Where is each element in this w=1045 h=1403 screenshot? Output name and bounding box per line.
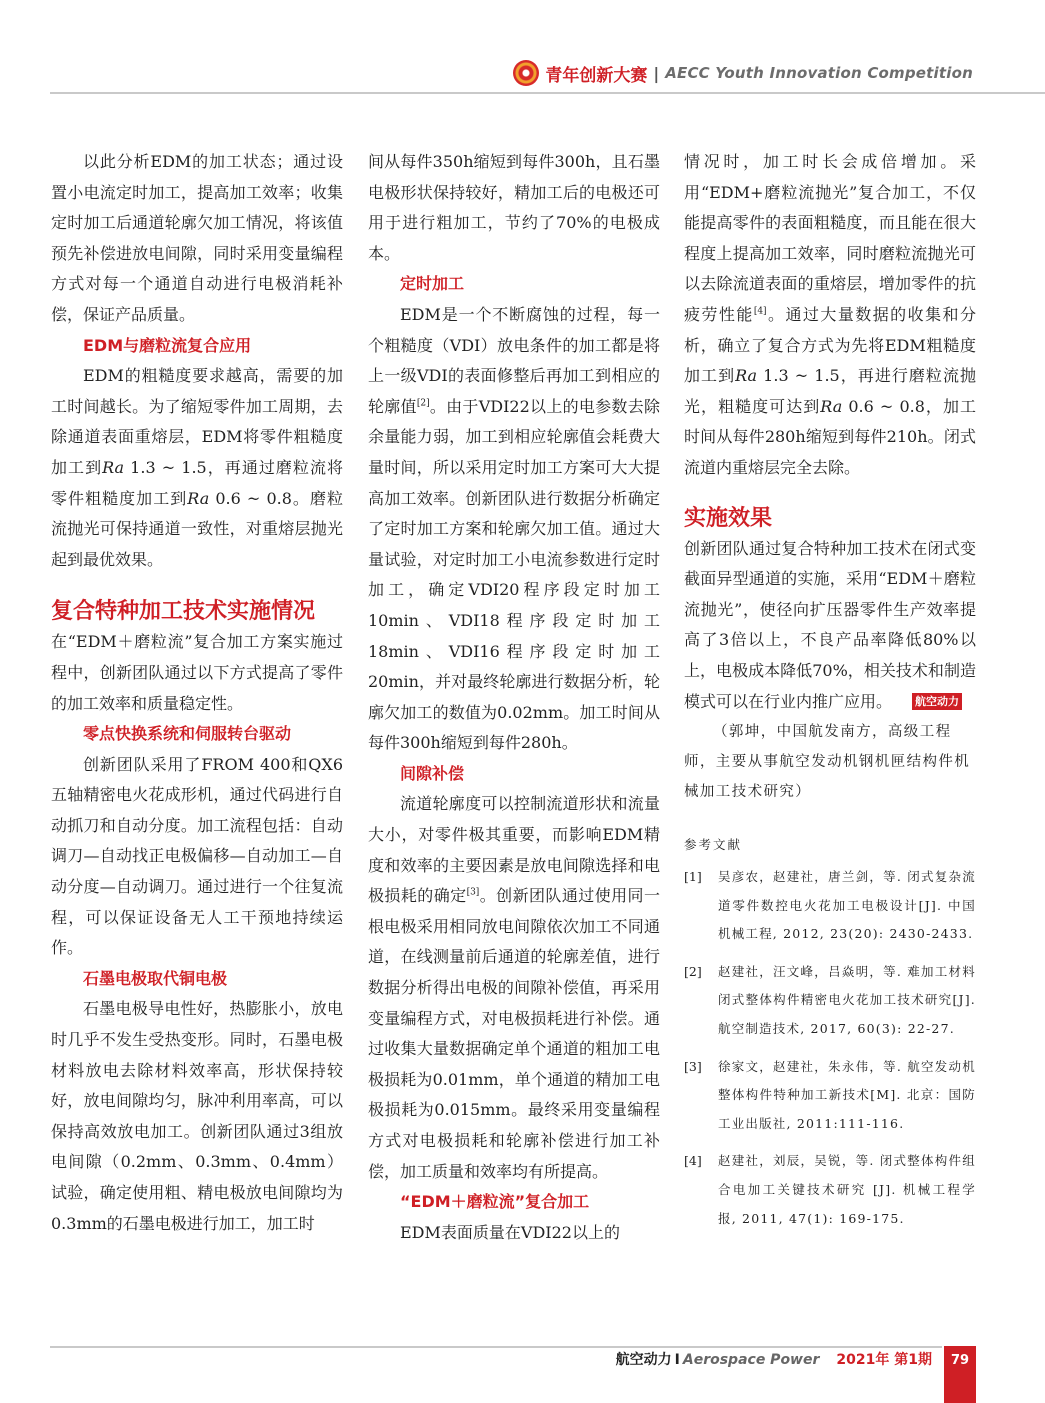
paragraph: EDM的粗糙度要求越高，需要的加工时间越长。为了缩短零件加工周期，去除通道表面重熔层，EDM将零件粗糙度加工到Ra 1.3 ~ 1.5，再通过磨粒流将零件粗糙度加工到Ra 0.6 ~ 0.8。磨粒流抛光可保持通道一致性，对重熔层抛光起到最优效果。	[51, 366, 343, 569]
footer-rule	[50, 1346, 942, 1348]
paragraph: 流道轮廓度可以控制流道形状和流量大小，对零件极其重要，而影响EDM精度和效率的主要因素是放电间隙选择和电极损耗的确定[3]。创新团队通过使用同一根电极采用相同放电间隙依次加工不同通道，在线测量前后通道的轮廓差值，进行数据分析得出电极的间隙补偿值，再采用变量编程方式，对电极损耗进行补偿。通过收集大量数据确定单个通道的粗加工电极损耗为0.01mm，单个通道的精加工电极损耗为0.015mm。最终采用变量编程方式对电极损耗和轮廓补偿进行加工补偿，加工质量和效率均有所提高。	[368, 794, 660, 1181]
reference-text: 吴彦农，赵建社，唐兰剑，等. 闭式复杂流道零件数控电火花加工电极设计[J]. 中国机械工程, 2012, 23(20): 2430-2433.	[718, 869, 976, 942]
header-banner	[513, 60, 973, 86]
paragraph: 创新团队通过复合特种加工技术在闭式变截面异型通道的实施，采用“EDM＋磨粒流抛光”，使径向扩压器零件生产效率提高了3倍以上，不良产品率降低80%以上，电极成本降低70%，相关技术和制造模式可以在行业内推广应用。 航空动力	[684, 538, 976, 711]
header-rule	[50, 92, 1045, 94]
subheading-timed-machining: 定时加工	[400, 274, 465, 294]
footer-separator: I	[674, 1352, 680, 1368]
reference-number: [1]	[684, 869, 702, 885]
paragraph: EDM是一个不断腐蚀的过程，每一个粗糙度（VDI）放电条件的加工都是将上一级VDI的表面修整后再加工到相应的轮廓值[2]。由于VDI22以上的电参数去除余量能力弱，加工到相应轮廓值会耗费大量时间，所以采用定时加工方案可大大提高加工效率。创新团队进行数据分析确定了定时加工方案和轮廓欠加工值。通过大量试验，对定时加工小电流参数进行定时加工，确定VDI20程序段定时加工10min、VDI18程序段定时加工18min、VDI16程序段定时加工20min，并对最终轮廓进行数据分析，轮廓欠加工的数值为0.02mm。加工时间从每件300h缩短到每件280h。	[368, 304, 660, 753]
author-note: （郭坤，中国航发南方，高级工程师，主要从事航空发动机钢机匣结构件机械加工技术研究）	[684, 724, 971, 801]
paragraph: 创新团队采用了FROM 400和QX6五轴精密电火花成形机，通过代码进行自动抓刀和自动分度。加工流程包括：自动调刀—自动找正电极偏移—自动加工—自动分度—自动调刀。通过进行一个往复流程，可以保证设备无人工干预地持续运作。	[51, 754, 343, 958]
column-1	[51, 147, 343, 1239]
column-3	[684, 147, 976, 1242]
journal-name-en: Aerospace Power	[682, 1352, 820, 1368]
citation: [4]	[753, 306, 767, 317]
section-heading-implementation: 复合特种加工技术实施情况	[51, 599, 316, 625]
paragraph: 石墨电极导电性好，热膨胀小，放电时几乎不发生受热变形。同时，石墨电极材料放电去除材料效率高，形状保持较好，放电间隙均匀，脉冲利用率高，可以保持高效放电加工。创新团队通过3组放电间隙（0.2mm、0.3mm、0.4mm）试验，确定使用粗、精电极放电间隙均为0.3mm的石墨电极进行加工，加工时	[51, 999, 343, 1233]
reference-number: [3]	[684, 1058, 702, 1074]
reference-text: 徐家文，赵建社，朱永伟，等. 航空发动机整体构件特种加工新技术[M]. 北京：国防工业出版社, 2011:111-116.	[718, 1058, 976, 1131]
journal-tag: 航空动力	[912, 693, 962, 710]
paragraph: EDM表面质量在VDI22以上的	[400, 1222, 620, 1242]
reference-list	[684, 863, 976, 1233]
competition-logo-icon	[513, 60, 539, 86]
paragraph: 情况时，加工时长会成倍增加。采用“EDM+磨粒流抛光”复合加工，不仅能提高零件的表面粗糙度，而且能在很大程度上提高加工效率，同时磨粒流抛光可以去除流道表面的重熔层，增加零件的抗疲劳性能[4]。通过大量数据的收集和分析，确立了复合方式为先将EDM粗糙度加工到Ra 1.3 ~ 1.5，再进行磨粒流抛光，粗糙度可达到Ra 0.6 ~ 0.8，加工时间从每件280h缩短到每件210h。闭式流道内重熔层完全去除。	[684, 152, 976, 477]
subheading-gap-compensation: 间隙补偿	[400, 763, 465, 783]
page-header	[0, 56, 1045, 96]
references-title: 参考文献	[684, 837, 743, 853]
reference-item	[684, 863, 976, 949]
issue-label: 2021年 第1期	[836, 1352, 932, 1368]
reference-number: [4]	[684, 1153, 702, 1169]
reference-number: [2]	[684, 963, 702, 979]
header-title-cn: 青年创新大赛	[545, 65, 648, 86]
page-number: 79	[944, 1346, 976, 1403]
subheading-zero-point-system: 零点快换系统和伺服转台驱动	[83, 724, 292, 744]
paragraph: 以此分析EDM的加工状态；通过设置小电流定时加工，提高加工效率；收集定时加工后通道轮廓欠加工情况，将该值预先补偿进放电间隙，同时采用变量编程方式对每一个通道自动进行电极消耗补偿，保证产品质量。	[51, 152, 343, 324]
subheading-graphite-electrode: 石墨电极取代铜电极	[83, 968, 228, 988]
reference-item	[684, 1147, 976, 1233]
citation: [3]	[466, 887, 480, 898]
page-footer	[0, 1346, 1045, 1403]
reference-item	[684, 1053, 976, 1139]
header-separator: |	[653, 63, 660, 83]
reference-text: 赵建社，刘辰，吴锐，等. 闭式整体构件组合电加工关键技术研究 [J]. 机械工程学报, 2011, 47(1): 169-175.	[718, 1153, 976, 1226]
citation: [2]	[416, 398, 430, 409]
footer-journal	[616, 1349, 932, 1369]
subheading-composite-machining: “EDM＋磨粒流”复合加工	[400, 1192, 590, 1212]
paragraph: 在“EDM＋磨粒流”复合加工方案实施过程中，创新团队通过以下方式提高了零件的加工效率和质量稳定性。	[51, 632, 343, 713]
paragraph: 间从每件350h缩短到每件300h，且石墨电极形状保持较好，精加工后的电极还可用于进行粗加工，节约了70%的电极成本。	[368, 152, 660, 263]
section-heading-results: 实施效果	[684, 505, 773, 531]
reference-text: 赵建社，汪文峰，吕焱明，等. 难加工材料闭式整体构件精密电火花加工技术研究[J]. 航空制造技术, 2017, 60(3): 22-27.	[718, 963, 976, 1037]
header-title-en: AECC Youth Innovation Competition	[665, 64, 973, 82]
reference-item	[684, 958, 976, 1044]
column-2	[368, 147, 660, 1248]
journal-name-cn: 航空动力	[615, 1352, 672, 1368]
subheading-edm-abrasive: EDM与磨粒流复合应用	[83, 335, 252, 355]
